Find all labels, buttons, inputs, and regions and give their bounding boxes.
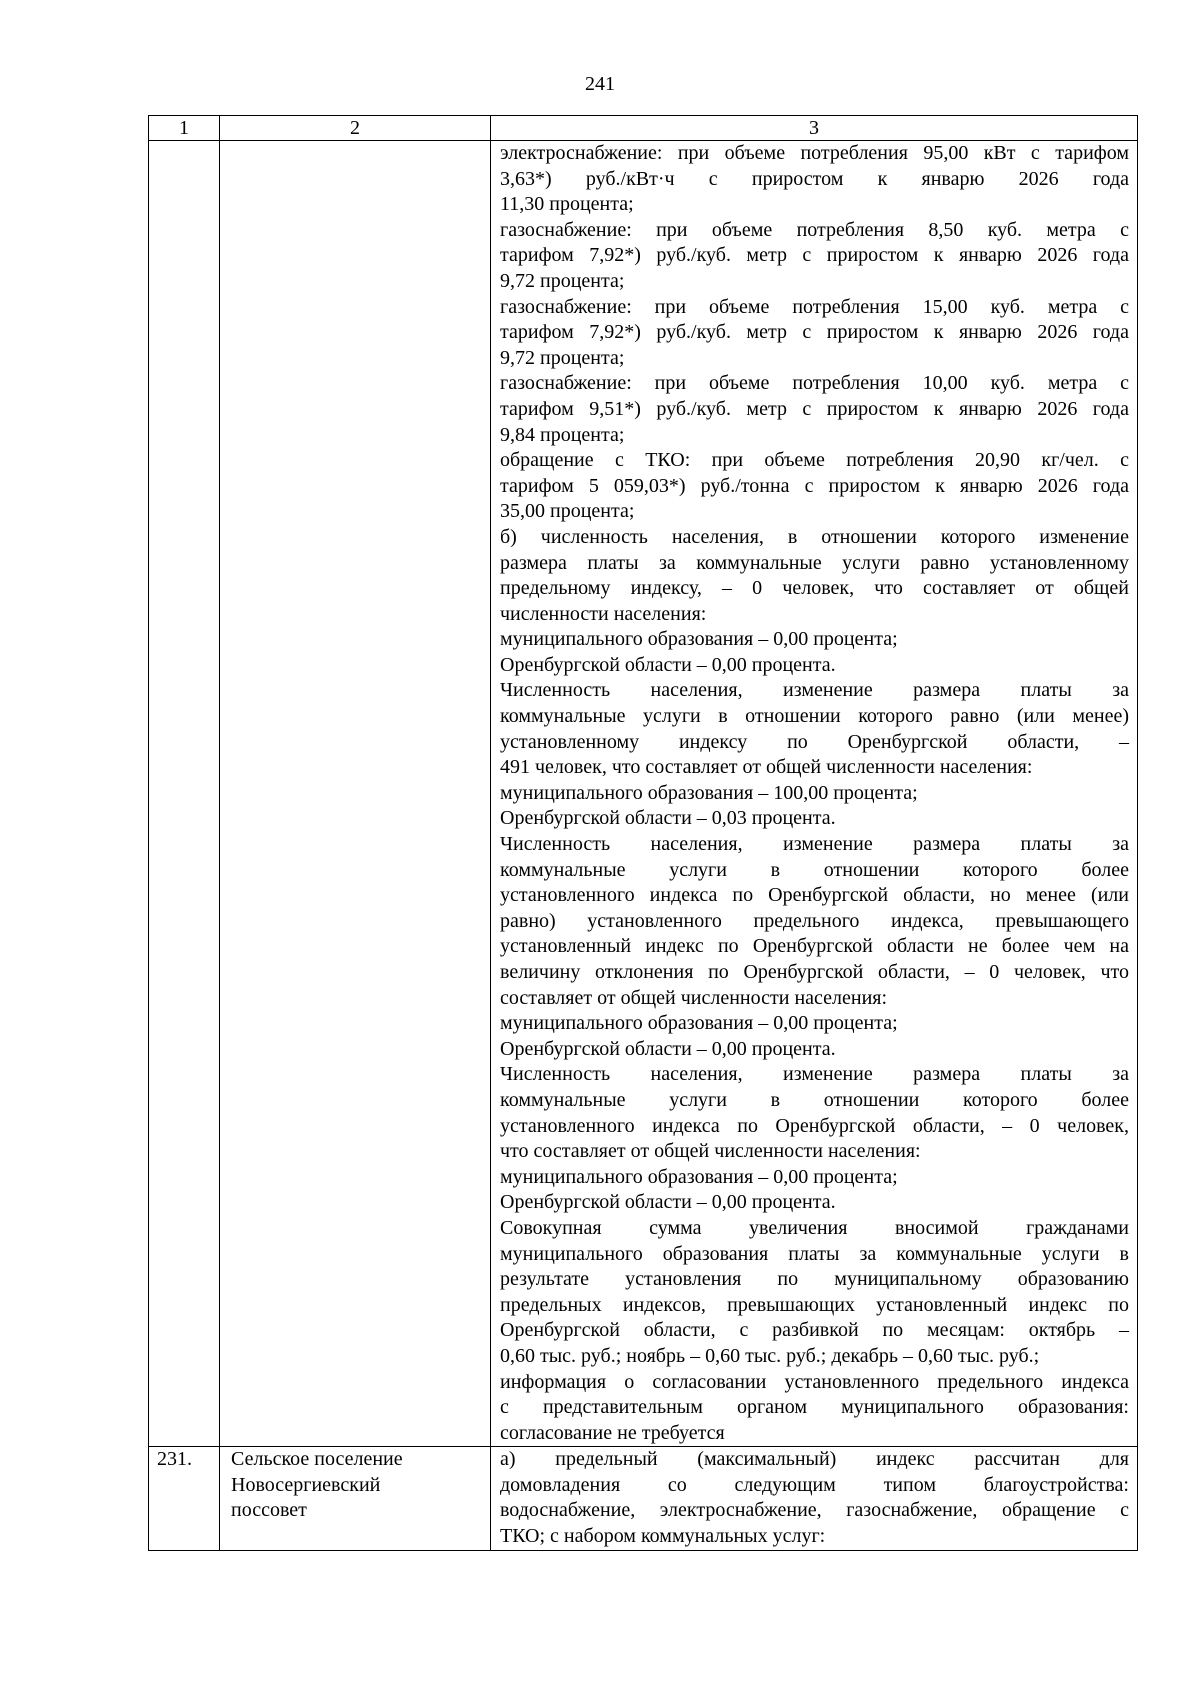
text-line: муниципального образования – 0,00 процента; — [500, 1012, 898, 1035]
text-line: газоснабжение: при объеме потребления 15,00 куб. метра с — [500, 295, 1129, 318]
row-number — [149, 141, 220, 1447]
text-line: 35,00 процента; — [500, 500, 635, 523]
text-line: Численность населения, изменение размера платы за — [500, 1063, 1129, 1086]
text-line: тарифом 5 059,03*) руб./тонна с приростом к январю 2026 года — [500, 474, 1129, 497]
municipality-name-line: Сельское поселение — [231, 1448, 403, 1471]
text-line: Оренбургской области – 0,03 процента. — [500, 807, 836, 830]
table-row — [149, 1447, 1138, 1550]
index-description — [491, 141, 1138, 1447]
text-line: численности населения: — [500, 602, 707, 625]
text-line: Оренбургской области, с разбивкой по месяцам: октябрь – — [500, 1319, 1129, 1342]
text-line: коммунальные услуги в отношении которого равно (или менее) — [500, 705, 1129, 728]
municipality-name-line: Новосергиевский — [231, 1473, 381, 1496]
text-line: Оренбургской области – 0,00 процента. — [500, 653, 836, 676]
text-line: согласование не требуется — [500, 1421, 725, 1444]
tariff-table — [148, 115, 1138, 1551]
row-number: 231. — [149, 1447, 220, 1550]
text-line: обращение с ТКО: при объеме потребления 20,90 кг/чел. с — [500, 449, 1129, 472]
text-line: 491 человек, что составляет от общей численности населения: — [500, 756, 1033, 779]
text-line: муниципального образования – 0,00 процента; — [500, 1165, 898, 1188]
text-line: муниципального образования платы за коммунальные услуги в — [500, 1242, 1129, 1265]
text-line: коммунальные услуги в отношении которого более — [500, 1088, 1129, 1111]
text-line: Оренбургской области – 0,00 процента. — [500, 1191, 836, 1214]
text-line: тарифом 9,51*) руб./куб. метр с приростом к январю 2026 года — [500, 397, 1129, 420]
page-number: 241 — [585, 73, 615, 95]
text-line: 0,60 тыс. руб.; ноябрь – 0,60 тыс. руб.; декабрь – 0,60 тыс. руб.; — [500, 1344, 1040, 1367]
text-line: величину отклонения по Оренбургской области, – 0 человек, что — [500, 961, 1129, 983]
text-line: муниципального образования – 0,00 процента; — [500, 628, 898, 651]
text-line: коммунальные услуги в отношении которого более — [500, 858, 1129, 881]
text-line: 9,72 процента; — [500, 346, 625, 369]
text-line: домовладения со следующим типом благоустройства: — [500, 1473, 1129, 1496]
text-line: газоснабжение: при объеме потребления 10,00 куб. метра с — [500, 372, 1129, 395]
text-line: муниципального образования – 100,00 процента; — [500, 781, 918, 804]
text-line: а) предельный (максимальный) индекс рассчитан для — [500, 1448, 1129, 1471]
text-line: установленного индекса по Оренбургской области, но менее (или — [500, 884, 1129, 907]
text-line: ТКО; с набором коммунальных услуг: — [500, 1525, 826, 1548]
text-line: составляет от общей численности населения: — [500, 986, 888, 1009]
text-line: предельных индексов, превышающих установленный индекс по — [500, 1293, 1129, 1316]
text-line: размера платы за коммунальные услуги равно установленному — [500, 551, 1129, 574]
text-line: тарифом 7,92*) руб./куб. метр с приростом к январю 2026 года — [500, 244, 1129, 267]
text-line: установленного индекса по Оренбургской области, – 0 человек, — [500, 1114, 1129, 1137]
text-line: с представительным органом муниципального образования: — [500, 1396, 1129, 1419]
text-line: Оренбургской области – 0,00 процента. — [500, 1037, 836, 1060]
text-line: Численность населения, изменение размера платы за — [500, 679, 1129, 702]
column-header-3: 3 — [491, 116, 1138, 141]
column-header-2: 2 — [220, 116, 491, 141]
text-line: газоснабжение: при объеме потребления 8,50 куб. метра с — [500, 218, 1129, 241]
municipality-name — [220, 1447, 491, 1550]
text-line: предельному индексу, – 0 человек, что составляет от общей — [500, 577, 1129, 600]
text-line: результате установления по муниципальному образованию — [500, 1268, 1129, 1291]
table-row — [149, 141, 1138, 1447]
text-line: 3,63*) руб./кВт·ч с приростом к январю 2026 года — [500, 167, 1129, 190]
table-header-row — [149, 116, 1138, 141]
text-line: 9,72 процента; — [500, 269, 625, 292]
text-line: информация о согласовании установленного предельного индекса — [500, 1370, 1129, 1393]
municipality-name — [220, 141, 491, 1447]
column-header-1: 1 — [149, 116, 220, 141]
text-line: 9,84 процента; — [500, 423, 625, 446]
text-line: электроснабжение: при объеме потребления 95,00 кВт с тарифом — [500, 142, 1129, 164]
text-line: установленный индекс по Оренбургской области не более чем на — [500, 935, 1129, 958]
text-line: Численность населения, изменение размера платы за — [500, 833, 1129, 856]
text-line: б) численность населения, в отношении которого изменение — [500, 525, 1129, 548]
text-line: тарифом 7,92*) руб./куб. метр с приростом к январю 2026 года — [500, 321, 1129, 344]
text-line: установленному индексу по Оренбургской области, – — [500, 730, 1129, 753]
index-description — [491, 1447, 1138, 1550]
text-line: Совокупная сумма увеличения вносимой гражданами — [500, 1216, 1129, 1239]
text-line: равно) установленного предельного индекса, превышающего — [500, 909, 1129, 932]
municipality-name-line: поссовет — [231, 1499, 307, 1522]
text-line: что составляет от общей численности населения: — [500, 1140, 921, 1163]
text-line: водоснабжение, электроснабжение, газоснабжение, обращение с — [500, 1499, 1129, 1522]
text-line: 11,30 процента; — [500, 193, 634, 216]
